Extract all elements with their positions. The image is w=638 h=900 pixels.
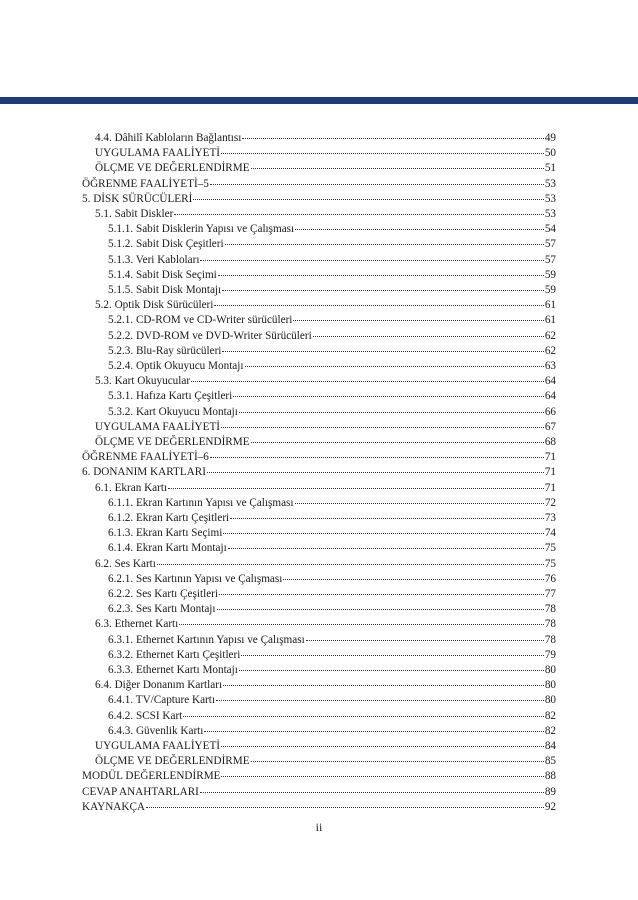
toc-dot-leader bbox=[207, 461, 544, 473]
toc-entry-label: 6.3. Ethernet Kartı bbox=[95, 618, 179, 631]
toc-entry-page: 59 bbox=[544, 268, 556, 281]
toc-entry-page: 61 bbox=[544, 299, 556, 312]
toc-entry-page: 76 bbox=[544, 572, 556, 585]
toc-entry-page: 72 bbox=[544, 496, 556, 509]
toc-dot-leader bbox=[222, 340, 543, 352]
toc-entry-label: 4.4. Dâhilî Kabloların Bağlantısı bbox=[95, 132, 242, 144]
toc-entry-label: 6.4.2. SCSI Kart bbox=[108, 709, 183, 722]
toc-dot-leader bbox=[228, 537, 544, 549]
toc-dot-leader bbox=[230, 507, 544, 519]
toc-dot-leader bbox=[191, 370, 544, 382]
toc-entry-label: ÖLÇME VE DEĞERLENDİRME bbox=[95, 162, 250, 175]
toc-dot-leader bbox=[193, 188, 543, 200]
toc-entry-label: 6. DONANIM KARTLARI bbox=[82, 466, 206, 479]
toc-entry-label: 5.2.1. CD-ROM ve CD-Writer sürücüleri bbox=[108, 314, 293, 327]
toc-entry-page: 80 bbox=[544, 694, 556, 707]
toc-entry-page: 75 bbox=[544, 542, 556, 555]
toc-entry-page: 89 bbox=[544, 785, 556, 798]
toc-dot-leader bbox=[216, 689, 544, 701]
toc-entry-label: 5.3.2. Kart Okuyucu Montajı bbox=[108, 405, 238, 418]
toc-dot-leader bbox=[179, 613, 544, 625]
toc-entry-label: UYGULAMA FAALİYETİ bbox=[95, 740, 221, 752]
toc-entry-page: 73 bbox=[544, 512, 556, 524]
toc-entry-page: 64 bbox=[544, 375, 556, 388]
toc-entry-label: 5.1. Sabit Diskler bbox=[95, 208, 174, 220]
toc-entry-page: 62 bbox=[544, 344, 556, 357]
toc-dot-leader bbox=[157, 553, 544, 565]
toc-dot-leader bbox=[168, 477, 544, 489]
toc-entry-page: 50 bbox=[544, 147, 556, 160]
toc-dot-leader bbox=[251, 157, 544, 169]
toc-entry-label: MODÜL DEĞERLENDİRME bbox=[82, 770, 221, 783]
toc-entry-page: 92 bbox=[544, 800, 556, 813]
toc-entry-page: 49 bbox=[544, 132, 556, 144]
toc-dot-leader bbox=[217, 598, 544, 610]
toc-entry-page: 78 bbox=[544, 603, 556, 616]
toc-entry-page: 77 bbox=[544, 588, 556, 600]
toc-entry-page: 59 bbox=[544, 284, 556, 296]
toc-dot-leader bbox=[221, 416, 544, 428]
toc-entry-page: 66 bbox=[544, 405, 556, 418]
toc-entry-page: 51 bbox=[544, 162, 556, 175]
toc-dot-leader bbox=[200, 249, 543, 261]
toc-entry[interactable] bbox=[82, 798, 556, 813]
toc-entry-label: 5. DİSK SÜRÜCÜLERİ bbox=[82, 192, 193, 205]
toc-entry-page: 57 bbox=[544, 238, 556, 251]
toc-dot-leader bbox=[174, 203, 544, 215]
toc-entry-page: 64 bbox=[544, 390, 556, 403]
toc-dot-leader bbox=[210, 446, 544, 458]
toc-entry-page: 54 bbox=[544, 223, 556, 236]
toc-entry-label: 6.1.1. Ekran Kartının Yapısı ve Çalışması bbox=[108, 496, 294, 509]
toc-dot-leader bbox=[239, 659, 544, 671]
toc-entry-label: 6.4.3. Güvenlik Kartı bbox=[108, 724, 204, 737]
toc-dot-leader bbox=[313, 325, 544, 337]
toc-dot-leader bbox=[225, 233, 544, 245]
toc-entry-label: 6.2.1. Ses Kartının Yapısı ve Çalışması bbox=[108, 572, 283, 585]
toc-entry-page: 82 bbox=[544, 709, 556, 722]
toc-entry-label: UYGULAMA FAALİYETİ bbox=[95, 420, 221, 433]
toc-entry-page: 68 bbox=[544, 436, 556, 448]
toc-entry-label: CEVAP ANAHTARLARI bbox=[82, 785, 199, 798]
toc-entry-label: 5.1.2. Sabit Disk Çeşitleri bbox=[108, 238, 224, 251]
toc-entry-page: 57 bbox=[544, 253, 556, 266]
toc-dot-leader bbox=[283, 568, 543, 580]
toc-entry-label: 6.3.3. Ethernet Kartı Montajı bbox=[108, 664, 238, 676]
toc-entry-label: 6.4. Diğer Donanım Kartları bbox=[95, 679, 223, 692]
toc-dot-leader bbox=[293, 309, 543, 321]
toc-dot-leader bbox=[146, 796, 544, 808]
toc-dot-leader bbox=[233, 385, 544, 397]
toc-dot-leader bbox=[241, 644, 543, 656]
toc-dot-leader bbox=[214, 294, 543, 306]
toc-dot-leader bbox=[222, 279, 544, 291]
toc-dot-leader bbox=[251, 750, 544, 762]
toc-entry-label: 6.1. Ekran Kartı bbox=[95, 481, 168, 494]
header-bar bbox=[0, 97, 638, 104]
toc-entry-label: KAYNAKÇA bbox=[82, 800, 145, 813]
toc-entry-label: UYGULAMA FAALİYETİ bbox=[95, 147, 221, 160]
toc-entry-label: 5.1.3. Veri Kabloları bbox=[108, 253, 200, 266]
toc-entry-page: 80 bbox=[544, 664, 556, 676]
toc-entry-page: 75 bbox=[544, 557, 556, 570]
toc-dot-leader bbox=[295, 492, 544, 504]
toc-entry-label: 5.3.1. Hafıza Kartı Çeşitleri bbox=[108, 390, 233, 403]
toc-entry-label: 5.2.3. Blu-Ray sürücüleri bbox=[108, 344, 222, 357]
toc-entry-page: 53 bbox=[544, 208, 556, 220]
toc-entry-page: 78 bbox=[544, 618, 556, 631]
toc-entry-label: 6.4.1. TV/Capture Kartı bbox=[108, 694, 215, 707]
toc-entry-label: 5.1.5. Sabit Disk Montajı bbox=[108, 284, 222, 296]
toc-entry-label: 6.3.2. Ethernet Kartı Çeşitleri bbox=[108, 648, 241, 661]
toc-dot-leader bbox=[221, 735, 544, 747]
toc-entry-label: ÖĞRENME FAALİYETİ–6 bbox=[82, 451, 209, 464]
toc-entry-label: 5.2.4. Optik Okuyucu Montajı bbox=[108, 360, 244, 372]
toc-entry-label: 5.2. Optik Disk Sürücüleri bbox=[95, 299, 214, 312]
toc-entry-page: 85 bbox=[544, 755, 556, 768]
toc-entry-label: 5.3. Kart Okuyucular bbox=[95, 375, 191, 388]
toc-dot-leader bbox=[183, 705, 544, 717]
toc-entry-page: 78 bbox=[544, 633, 556, 646]
toc-dot-leader bbox=[242, 127, 543, 139]
toc-entry-label: 6.1.4. Ekran Kartı Montajı bbox=[108, 542, 227, 555]
toc-entry-page: 53 bbox=[544, 192, 556, 205]
toc-entry-label: 6.1.3. Ekran Kartı Seçimi bbox=[108, 527, 223, 540]
toc-entry-page: 80 bbox=[544, 679, 556, 692]
toc-dot-leader bbox=[245, 355, 544, 367]
toc-entry-page: 67 bbox=[544, 420, 556, 433]
toc-dot-leader bbox=[251, 431, 544, 443]
toc-entry-page: 71 bbox=[544, 466, 556, 479]
toc-entry-page: 82 bbox=[544, 724, 556, 737]
toc-dot-leader bbox=[295, 218, 544, 230]
toc-entry-page: 62 bbox=[544, 329, 556, 342]
toc-entry-page: 61 bbox=[544, 314, 556, 327]
toc-entry-page: 84 bbox=[544, 740, 556, 752]
toc-entry-page: 79 bbox=[544, 648, 556, 661]
toc-dot-leader bbox=[204, 720, 543, 732]
toc-entry-label: 6.2.2. Ses Kartı Çeşitleri bbox=[108, 588, 218, 600]
toc-entry-page: 71 bbox=[544, 451, 556, 464]
toc-entry-page: 53 bbox=[544, 177, 556, 190]
toc-entry-page: 74 bbox=[544, 527, 556, 540]
toc-entry-label: 5.1.1. Sabit Disklerin Yapısı ve Çalışması bbox=[108, 223, 295, 236]
toc-dot-leader bbox=[219, 583, 544, 595]
toc-entry-label: ÖLÇME VE DEĞERLENDİRME bbox=[95, 755, 250, 768]
toc-entry-label: 5.1.4. Sabit Disk Seçimi bbox=[108, 268, 217, 281]
toc-entry-page: 71 bbox=[544, 481, 556, 494]
toc-dot-leader bbox=[239, 401, 544, 413]
page-number: ii bbox=[315, 820, 323, 834]
toc-entry-label: 5.2.2. DVD-ROM ve DVD-Writer Sürücüleri bbox=[108, 329, 312, 342]
toc-entry-page: 63 bbox=[544, 360, 556, 372]
toc-entry-label: 6.2. Ses Kartı bbox=[95, 557, 156, 570]
toc-entry-page: 88 bbox=[544, 770, 556, 783]
toc-dot-leader bbox=[210, 173, 544, 185]
toc-dot-leader bbox=[200, 781, 544, 793]
toc-entry-label: 6.2.3. Ses Kartı Montajı bbox=[108, 603, 216, 616]
toc-entry-label: ÖLÇME VE DEĞERLENDİRME bbox=[95, 436, 250, 448]
toc-dot-leader bbox=[306, 629, 544, 641]
toc-entry-label: ÖĞRENME FAALİYETİ–5 bbox=[82, 177, 209, 190]
toc-dot-leader bbox=[221, 765, 543, 777]
toc-entry-label: 6.3.1. Ethernet Kartının Yapısı ve Çalışması bbox=[108, 633, 305, 646]
toc-dot-leader bbox=[223, 674, 544, 686]
toc-entry-label: 6.1.2. Ekran Kartı Çeşitleri bbox=[108, 512, 230, 524]
toc-dot-leader bbox=[223, 522, 543, 534]
toc-dot-leader bbox=[221, 142, 544, 154]
toc-dot-leader bbox=[218, 264, 544, 276]
